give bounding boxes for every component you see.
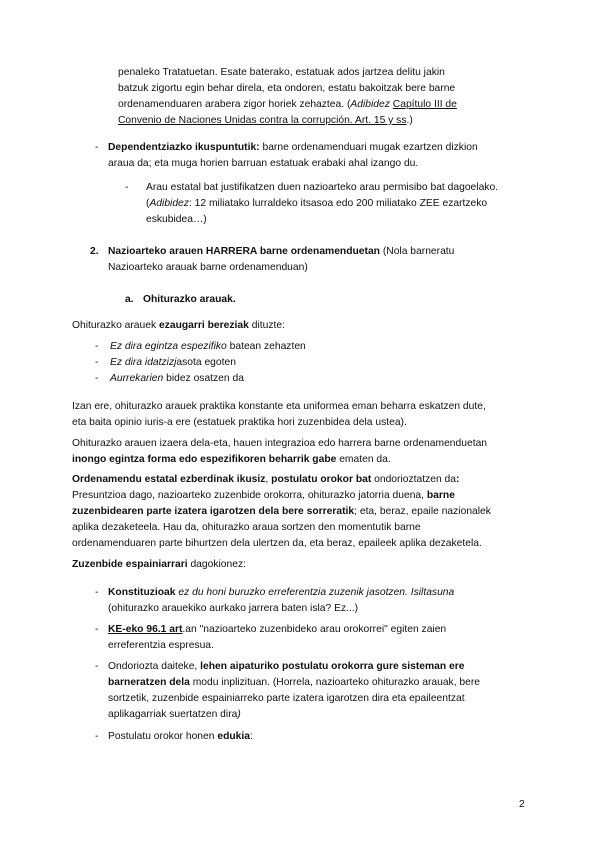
ke-article-link[interactable]: KE-eko 96.1 art xyxy=(108,624,183,635)
izan-ere-line-1: Izan ere, ohiturazko arauek praktika konstante eta uniformea eman beharra eskatzen dute, xyxy=(72,401,486,412)
izan-ere-paragraph xyxy=(72,399,532,431)
intro-line-1: penaleko Tratatuetan. Esate baterako, estatuak ados jartzea delitu jakin xyxy=(118,67,445,78)
izaera-line-1: Ohiturazko arauen izaera dela-eta, hauen integrazioa edo harrera barne ordenamenduetan xyxy=(72,438,488,449)
page-number: 2 xyxy=(519,799,525,810)
konstituzioa-bullet: - xyxy=(95,587,99,598)
intro-reference-a[interactable]: Capítulo III de xyxy=(392,99,457,110)
dependentzia-text-1: barne ordenamenduari mugak ezartzen dizkion xyxy=(259,142,478,153)
ke-bullet: - xyxy=(95,624,99,635)
ezaugarri-paragraph: Ohiturazko arauek ezaugarri bereziak dituzte: xyxy=(72,320,285,331)
feature-item-2: Ez dira idatzizjasota egoten xyxy=(110,357,236,368)
izaera-paragraph: Ohiturazko arauen izaera dela-eta, hauen integrazioa edo harrera barne ordenamenduetan inongo egintza forma edo espezifikoren beharrik gabe ematen da. xyxy=(72,436,532,468)
intro-adibidez: Adibidez xyxy=(350,99,390,110)
subsection-a-title: Ohiturazko arauak. xyxy=(143,294,236,305)
dependentzia-title: Dependentziazko ikuspuntutik: xyxy=(108,142,260,153)
izaera-bold: inongo egintza forma edo espezifikoren beharrik gabe xyxy=(72,454,337,465)
dependentzia-sub-adibidez: Adibidez xyxy=(149,198,189,209)
dependentzia-bullet: - xyxy=(95,142,99,153)
feature-item-1: Ez dira egintza espezifiko batean zehazten xyxy=(110,341,306,352)
ordenamendu-line-5: ordenamenduaren parte bihurtzen dela ulertzen da, eta beraz, epaileek aplika dezaketela. xyxy=(72,538,482,549)
intro-reference-b[interactable]: Convenio de Naciones Unidas contra la corrupción. Art. 15 y ss xyxy=(118,115,407,126)
dependentzia-sub-item: Arau estatal bat justifikatzen duen nazioarteko arau permisibo bat dagoelako. (Adibidez: 12 miliatako lurraldeko itsasoa edo 200 miliatako ZEE ezartzeko eskubidea…) xyxy=(146,180,531,228)
section-2-heading: Nazioarteko arauen HARRERA barne ordenamenduetan (Nola barneratu Nazioarteko arauak barne ordenamenduan) xyxy=(108,244,528,276)
ordenamendu-paragraph: Ordenamendu estatal ezberdinak ikusiz, postulatu orokor bat ondorioztatzen da: Presuntzioa dago, nazioarteko zuzenbide orokorra, ohiturazko jatorria duena, barne zuzenbidearen parte izatera igarotzen dela bere sorreratik; eta, beraz, epaile nazionalek aplika dezaketeela. Hau da, ohiturazko araua sortzen den momentutik barne ordenamenduaren parte bihurtzen dela ulertzen da, eta beraz, epaileek aplika dezaketela. xyxy=(72,472,532,552)
feature-bullet-3: - xyxy=(95,373,99,384)
dependentzia-sub-line-1: Arau estatal bat justifikatzen duen nazioarteko arau permisibo bat dagoelako. xyxy=(146,182,499,193)
postulatu-item: Postulatu orokor honen edukia: xyxy=(108,731,253,742)
dependentzia-sub-line-3: eskubidea…) xyxy=(146,214,207,225)
dependentzia-item xyxy=(108,140,528,172)
ordenamendu-line-4: aplika dezaketeela. Hau da, ohiturazko araua sortzen den momentutik barne xyxy=(72,522,421,533)
ondoriozta-line-3: sortzetik, zuzenbide espainiarreko parte izatera igarotzen dira eta epaileentzat xyxy=(108,693,465,704)
intro-paragraph: penaleko Tratatuetan. Esate baterako, estatuak ados jartzea delitu jakin batzuk zigortu egin behar direla, eta ondoren, estatu bakoitzak bere barne ordenamenduaren arabera zigor horiek zehaztea. (Adibidez Capítulo III de Convenio de Naciones Unidas contra la corrupción. Art. 15 y ss.) xyxy=(118,65,528,129)
konstituzioa-item: Konstituzioak ez du honi buruzko erreferentzia zuzenik jasotzen. Isiltasuna (ohiturazko arauekiko aurkako jarrera baten isla? Ez...) xyxy=(108,585,528,617)
izan-ere-line-2: eta baita opinio iuris-a ere (estatuek praktika hori zuzenbidea dela ustea). xyxy=(72,417,407,428)
ke-line-2: erreferentzia espresua. xyxy=(108,640,214,651)
intro-line-3: ordenamenduaren arabera zigor horiek zehaztea. ( xyxy=(118,99,351,110)
section-2-subtitle: Nazioarteko arauak barne ordenamenduan) xyxy=(108,262,308,273)
section-2-number: 2. xyxy=(90,246,99,257)
ke-item: KE-eko 96.1 art.an "nazioarteko zuzenbideko arau orokorrei" egiten zaien erreferentzia espresua. xyxy=(108,622,528,654)
ondoriozta-item: Ondoriozta daiteke, lehen aipaturiko postulatu orokorra gure sisteman ere barneratzen dela modu inplizituan. (Horrela, nazioarteko ohiturazko arauak, bere sortzetik, zuzenbide espainiarreko parte izatera igarotzen dira eta epaileentzat aplikagarriak suertatzen dira) xyxy=(108,659,528,723)
dependentzia-text-2: araua da; eta muga horien barruan estatuak erabaki ahal izango du. xyxy=(108,158,419,169)
intro-line-2: batzuk zigortu egin behar direla, eta ondoren, estatu bakoitzak bere barne xyxy=(118,83,456,94)
postulatu-bullet: - xyxy=(95,731,99,742)
konstituzioa-line-2: (ohiturazko arauekiko aurkako jarrera baten isla? Ez...) xyxy=(108,603,359,614)
ondoriozta-bullet: - xyxy=(95,661,99,672)
feature-item-3: Aurrekarien bidez osatzen da xyxy=(110,373,244,384)
section-2-title: Nazioarteko arauen HARRERA barne ordenamenduetan xyxy=(108,246,380,257)
subsection-a-letter: a. xyxy=(125,294,134,305)
feature-bullet-2: - xyxy=(95,357,99,368)
dependentzia-sub-bullet: - xyxy=(125,182,129,193)
zuzenbide-heading: Zuzenbide espainiarrari dagokionez: xyxy=(72,559,246,570)
feature-bullet-1: - xyxy=(95,341,99,352)
